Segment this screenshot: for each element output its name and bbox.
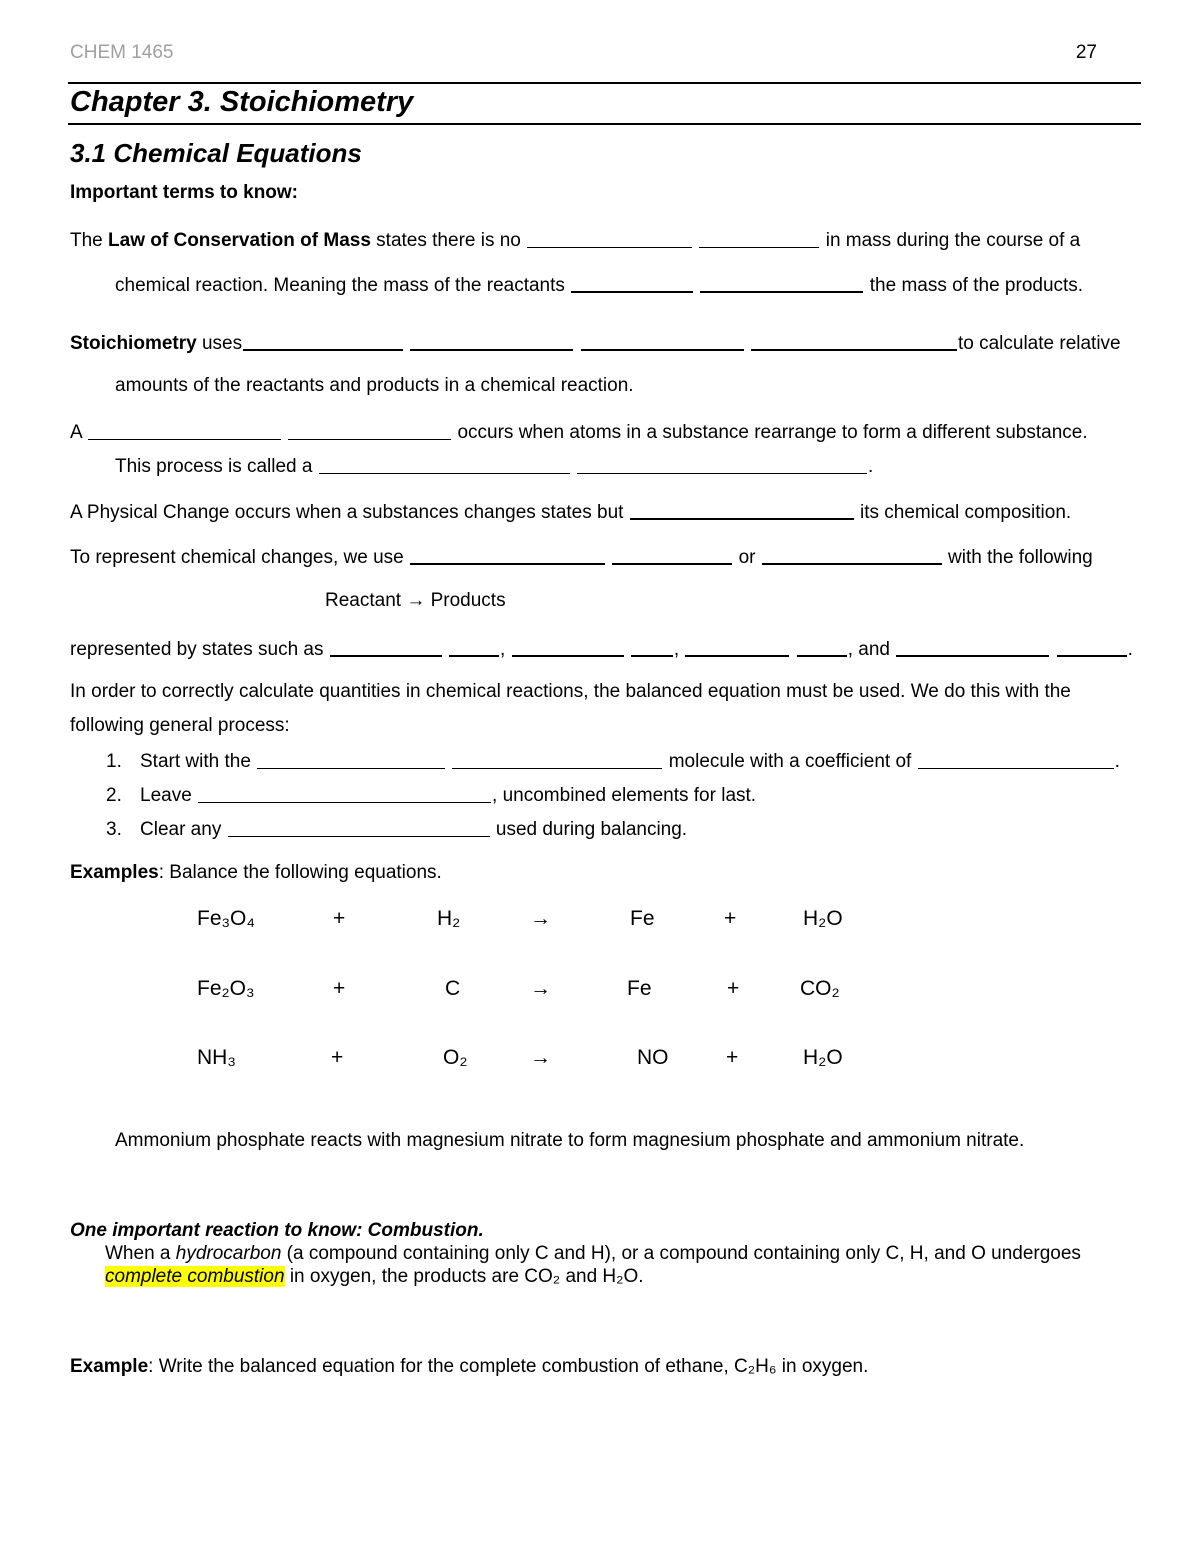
law-term: Law of Conservation of Mass bbox=[108, 230, 371, 251]
plus-sign: + bbox=[726, 1046, 739, 1069]
arrow: → bbox=[530, 1046, 551, 1069]
blank-field[interactable] bbox=[700, 272, 863, 293]
law-line-2: chemical reaction. Meaning the mass of the reactants the mass of the products. bbox=[115, 272, 1083, 297]
reactant-2: H₂ bbox=[437, 907, 461, 930]
stoich-term: Stoichiometry bbox=[70, 333, 197, 354]
reactant-1: Fe₃O₄ bbox=[197, 907, 255, 930]
blank-field[interactable] bbox=[577, 454, 867, 474]
list-item: 1. Start with the molecule with a coefficient of . bbox=[106, 751, 1120, 772]
reactant-1: NH₃ bbox=[197, 1046, 236, 1069]
example-ethane: Example: Write the balanced equation for the complete combustion of ethane, C₂H₆ in oxygen. bbox=[70, 1356, 869, 1377]
blank-field[interactable] bbox=[449, 636, 499, 657]
stoich-line-1: Stoichiometry uses to calculate relative bbox=[70, 330, 1121, 355]
blank-field[interactable] bbox=[581, 330, 744, 351]
product-2: CO₂ bbox=[800, 977, 840, 1000]
blank-field[interactable] bbox=[228, 817, 490, 837]
reactant-products: Reactant → Products bbox=[325, 590, 506, 611]
blank-field[interactable] bbox=[452, 749, 662, 769]
blank-field[interactable] bbox=[527, 228, 692, 248]
blank-field[interactable] bbox=[243, 330, 403, 351]
blank-field[interactable] bbox=[198, 783, 491, 803]
product-2: H₂O bbox=[803, 1046, 843, 1069]
reactant-1: Fe₂O₃ bbox=[197, 977, 255, 1000]
arrow: → bbox=[530, 977, 551, 1000]
blank-field[interactable] bbox=[685, 636, 789, 657]
blank-field[interactable] bbox=[630, 499, 854, 520]
list-item: 2. Leave , uncombined elements for last. bbox=[106, 785, 757, 806]
section-title: 3.1 Chemical Equations bbox=[70, 138, 362, 168]
blank-field[interactable] bbox=[410, 330, 573, 351]
blank-field[interactable] bbox=[896, 636, 1049, 657]
combustion-line-2: complete combustion in oxygen, the products are CO₂ and H₂O. bbox=[105, 1266, 644, 1287]
blank-field[interactable] bbox=[571, 272, 693, 293]
plus-sign: + bbox=[724, 907, 737, 930]
course-header: CHEM 1465 bbox=[70, 42, 174, 63]
blank-field[interactable] bbox=[751, 330, 957, 351]
list-item: 3. Clear any used during balancing. bbox=[106, 819, 688, 840]
page-number: 27 bbox=[1075, 42, 1097, 63]
blank-field[interactable] bbox=[257, 749, 445, 769]
product-1: Fe bbox=[627, 977, 652, 1000]
blank-field[interactable] bbox=[699, 228, 819, 248]
highlighted-term: complete combustion bbox=[105, 1266, 285, 1287]
product-1: NO bbox=[637, 1046, 669, 1069]
blank-field[interactable] bbox=[319, 454, 570, 474]
word-problem: Ammonium phosphate reacts with magnesium nitrate to form magnesium phosphate and ammonium nitrate. bbox=[115, 1130, 1025, 1151]
blank-field[interactable] bbox=[612, 544, 732, 565]
terms-heading: Important terms to know: bbox=[70, 182, 299, 203]
blank-field[interactable] bbox=[330, 636, 442, 657]
combustion-heading: One important reaction to know: Combustion. bbox=[70, 1220, 484, 1241]
stoich-line-2: amounts of the reactants and products in a chemical reaction. bbox=[115, 375, 634, 396]
states-line: represented by states such as , , , and . bbox=[70, 636, 1133, 661]
blank-field[interactable] bbox=[512, 636, 624, 657]
law-line-1: The Law of Conservation of Mass states there is no in mass during the course of a bbox=[70, 230, 1081, 251]
process-line-2: following general process: bbox=[70, 715, 290, 736]
plus-sign: + bbox=[333, 907, 346, 930]
blank-field[interactable] bbox=[88, 420, 281, 440]
blank-field[interactable] bbox=[410, 544, 605, 565]
combustion-line-1: When a hydrocarbon (a compound containing only C and H), or a compound containing only C, H, and O undergoes bbox=[105, 1243, 1081, 1264]
reactant-2: O₂ bbox=[443, 1046, 468, 1069]
blank-field[interactable] bbox=[918, 749, 1114, 769]
blank-field[interactable] bbox=[762, 544, 942, 565]
represent-line: To represent chemical changes, we use or with the following bbox=[70, 544, 1093, 569]
top-rule bbox=[68, 82, 1141, 84]
blank-field[interactable] bbox=[797, 636, 847, 657]
chem-change-line-1: A occurs when atoms in a substance rearrange to form a different substance. bbox=[70, 422, 1088, 443]
blank-field[interactable] bbox=[631, 636, 673, 657]
plus-sign: + bbox=[727, 977, 740, 1000]
examples-heading: Examples: Balance the following equations. bbox=[70, 862, 442, 883]
chapter-rule bbox=[68, 123, 1141, 125]
reactant-2: C bbox=[445, 977, 461, 1000]
chem-change-line-2: This process is called a . bbox=[115, 456, 874, 477]
arrow: → bbox=[530, 907, 551, 930]
plus-sign: + bbox=[333, 977, 346, 1000]
chapter-title: Chapter 3. Stoichiometry bbox=[70, 86, 414, 118]
product-1: Fe bbox=[630, 907, 655, 930]
product-2: H₂O bbox=[803, 907, 843, 930]
blank-field[interactable] bbox=[1057, 636, 1127, 657]
plus-sign: + bbox=[331, 1046, 344, 1069]
blank-field[interactable] bbox=[288, 420, 451, 440]
physical-change-line: A Physical Change occurs when a substances changes states but its chemical composition. bbox=[70, 499, 1071, 524]
process-line-1: In order to correctly calculate quantities in chemical reactions, the balanced equation must be used. We do this with the bbox=[70, 681, 1071, 702]
